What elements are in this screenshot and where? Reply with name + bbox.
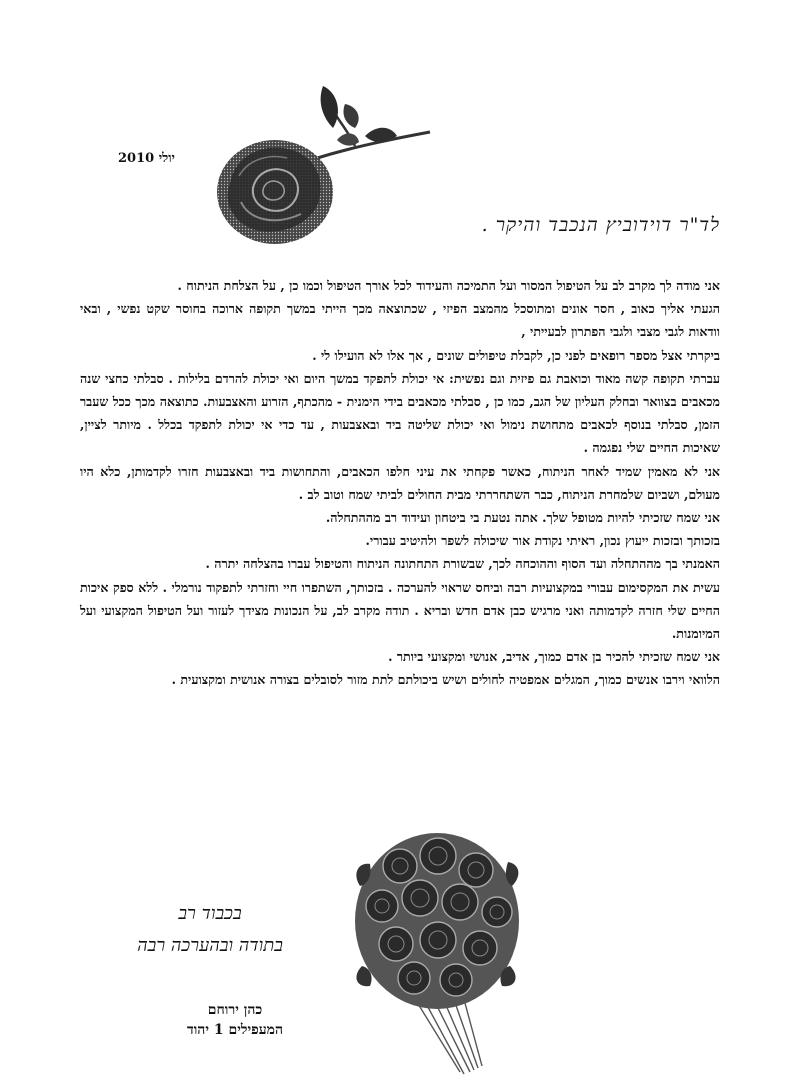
paragraph: אני שמח שזכיתי להכיר בן אדם כמוך, אדיב, אנושי ומקצועי ביותר . (388, 649, 720, 665)
paragraph: האמנתי בך מההתחלה ועד הסוף וההוכחה לכך, שבשורת התחתונה הניתוח והטיפול עברו בהצלחה יתרה . (205, 556, 720, 572)
paragraph: עשית את המקסימום עבורי במקצועיות רבה וביחס שראוי להערכה . בזכותך, השתפרו חיי וחזרתי לתפקוד נורמלי . ללא ספק איכות החיים שלי חזרה לקדמותה ואני מרגיש כבן אדם חדש ובריא . תודה מקרב לב, על הנכונות מצידך לעזור ועל הטיפול המקצועי ועל המיומנות. (80, 579, 720, 642)
paragraph: אני לא מאמין שמיד לאחר הניתוח, כאשר פקחתי את עיני חלפו הכאבים, והתחושות ביד ובאצבעות חזרו לקדמותן, כלא היו מעולם, ושביום שלמחרת הניתוח, כבר השתחררתי מבית החולים לביתי שמח וטוב לב . (80, 463, 720, 502)
rose-icon (205, 84, 440, 249)
signature-address: המעפילים 1 יהוד (186, 1022, 284, 1038)
closing-line: בתודה ובהערכה רבה (137, 935, 283, 956)
paragraph: ביקרתי אצל מספר רופאים לפני כן, לקבלת טיפולים שונים , אך אלו לא הועילו לי . (312, 347, 720, 363)
paragraph: אני שמח שזכיתי להיות מטופל שלך. אתה נטעת בי ביטחון ועידוד רב מההתחלה. (325, 510, 720, 526)
paragraph: הגעתי אליך כאוב , חסר אונים ומתוסכל מהמצב הפיזי , שכתוצאה מכך הייתי במשך תקופה ארוכה בחוסר שקט נפשי , ובאי וודאות לגבי מצבי ולגבי הפתרון לבעייתי , (80, 301, 720, 340)
letter-date: יולי 2010 (118, 151, 175, 166)
letter-signature (150, 1000, 320, 1040)
letter-body (80, 274, 720, 692)
closing-line: בכבוד רב (178, 903, 242, 924)
letter-closing (110, 898, 310, 962)
paragraph: אני מודה לך מקרב לב על הטיפול המסור ועל התמיכה והעידוד לכל אורך הטיפול וכמו כן , על הצלחת הניתוח . (177, 278, 720, 293)
paragraph: בזכותך ובזכות ייעוץ נכון, ראיתי נקודת אור שיכולה לשפר ולהיטיב עבורי. (365, 533, 720, 549)
paragraph: הלוואי וירבו אנשים כמוך, המגלים אמפטיה לחולים ושיש ביכולתם לתת מזור לסובלים בצורה אנושית ומקצועית . (171, 672, 720, 688)
signature-name: כהן ירוחם (207, 1002, 263, 1018)
paragraph: עברתי תקופה קשה מאוד וכואבת גם פיזית וגם נפשית: אי יכולת לתפקד במשך היום ואי יכולת להרדם בלילות . סבלתי כחצי שנה מכאבים בצוואר ובחלק העליון של הגב, כמו כן , סבלתי מכאבים בידי הימנית - מהכתף, הזרוע והאצבעות. כתוצאה מכך ככל שעבר הזמן, סבלתי בנוסף לכאבים מתחושת נימול ואי יכולת שליטה ביד ובאצבעות , עד כדי אי יכולת לתפקד בכלל . מיותר לציין, שאיכות החיים שלי נפגמה . (80, 370, 720, 456)
rose-bouquet-icon (352, 826, 522, 1076)
letter-salutation: לד"ר דוידוביץ הנכבד והיקר . (481, 214, 720, 236)
